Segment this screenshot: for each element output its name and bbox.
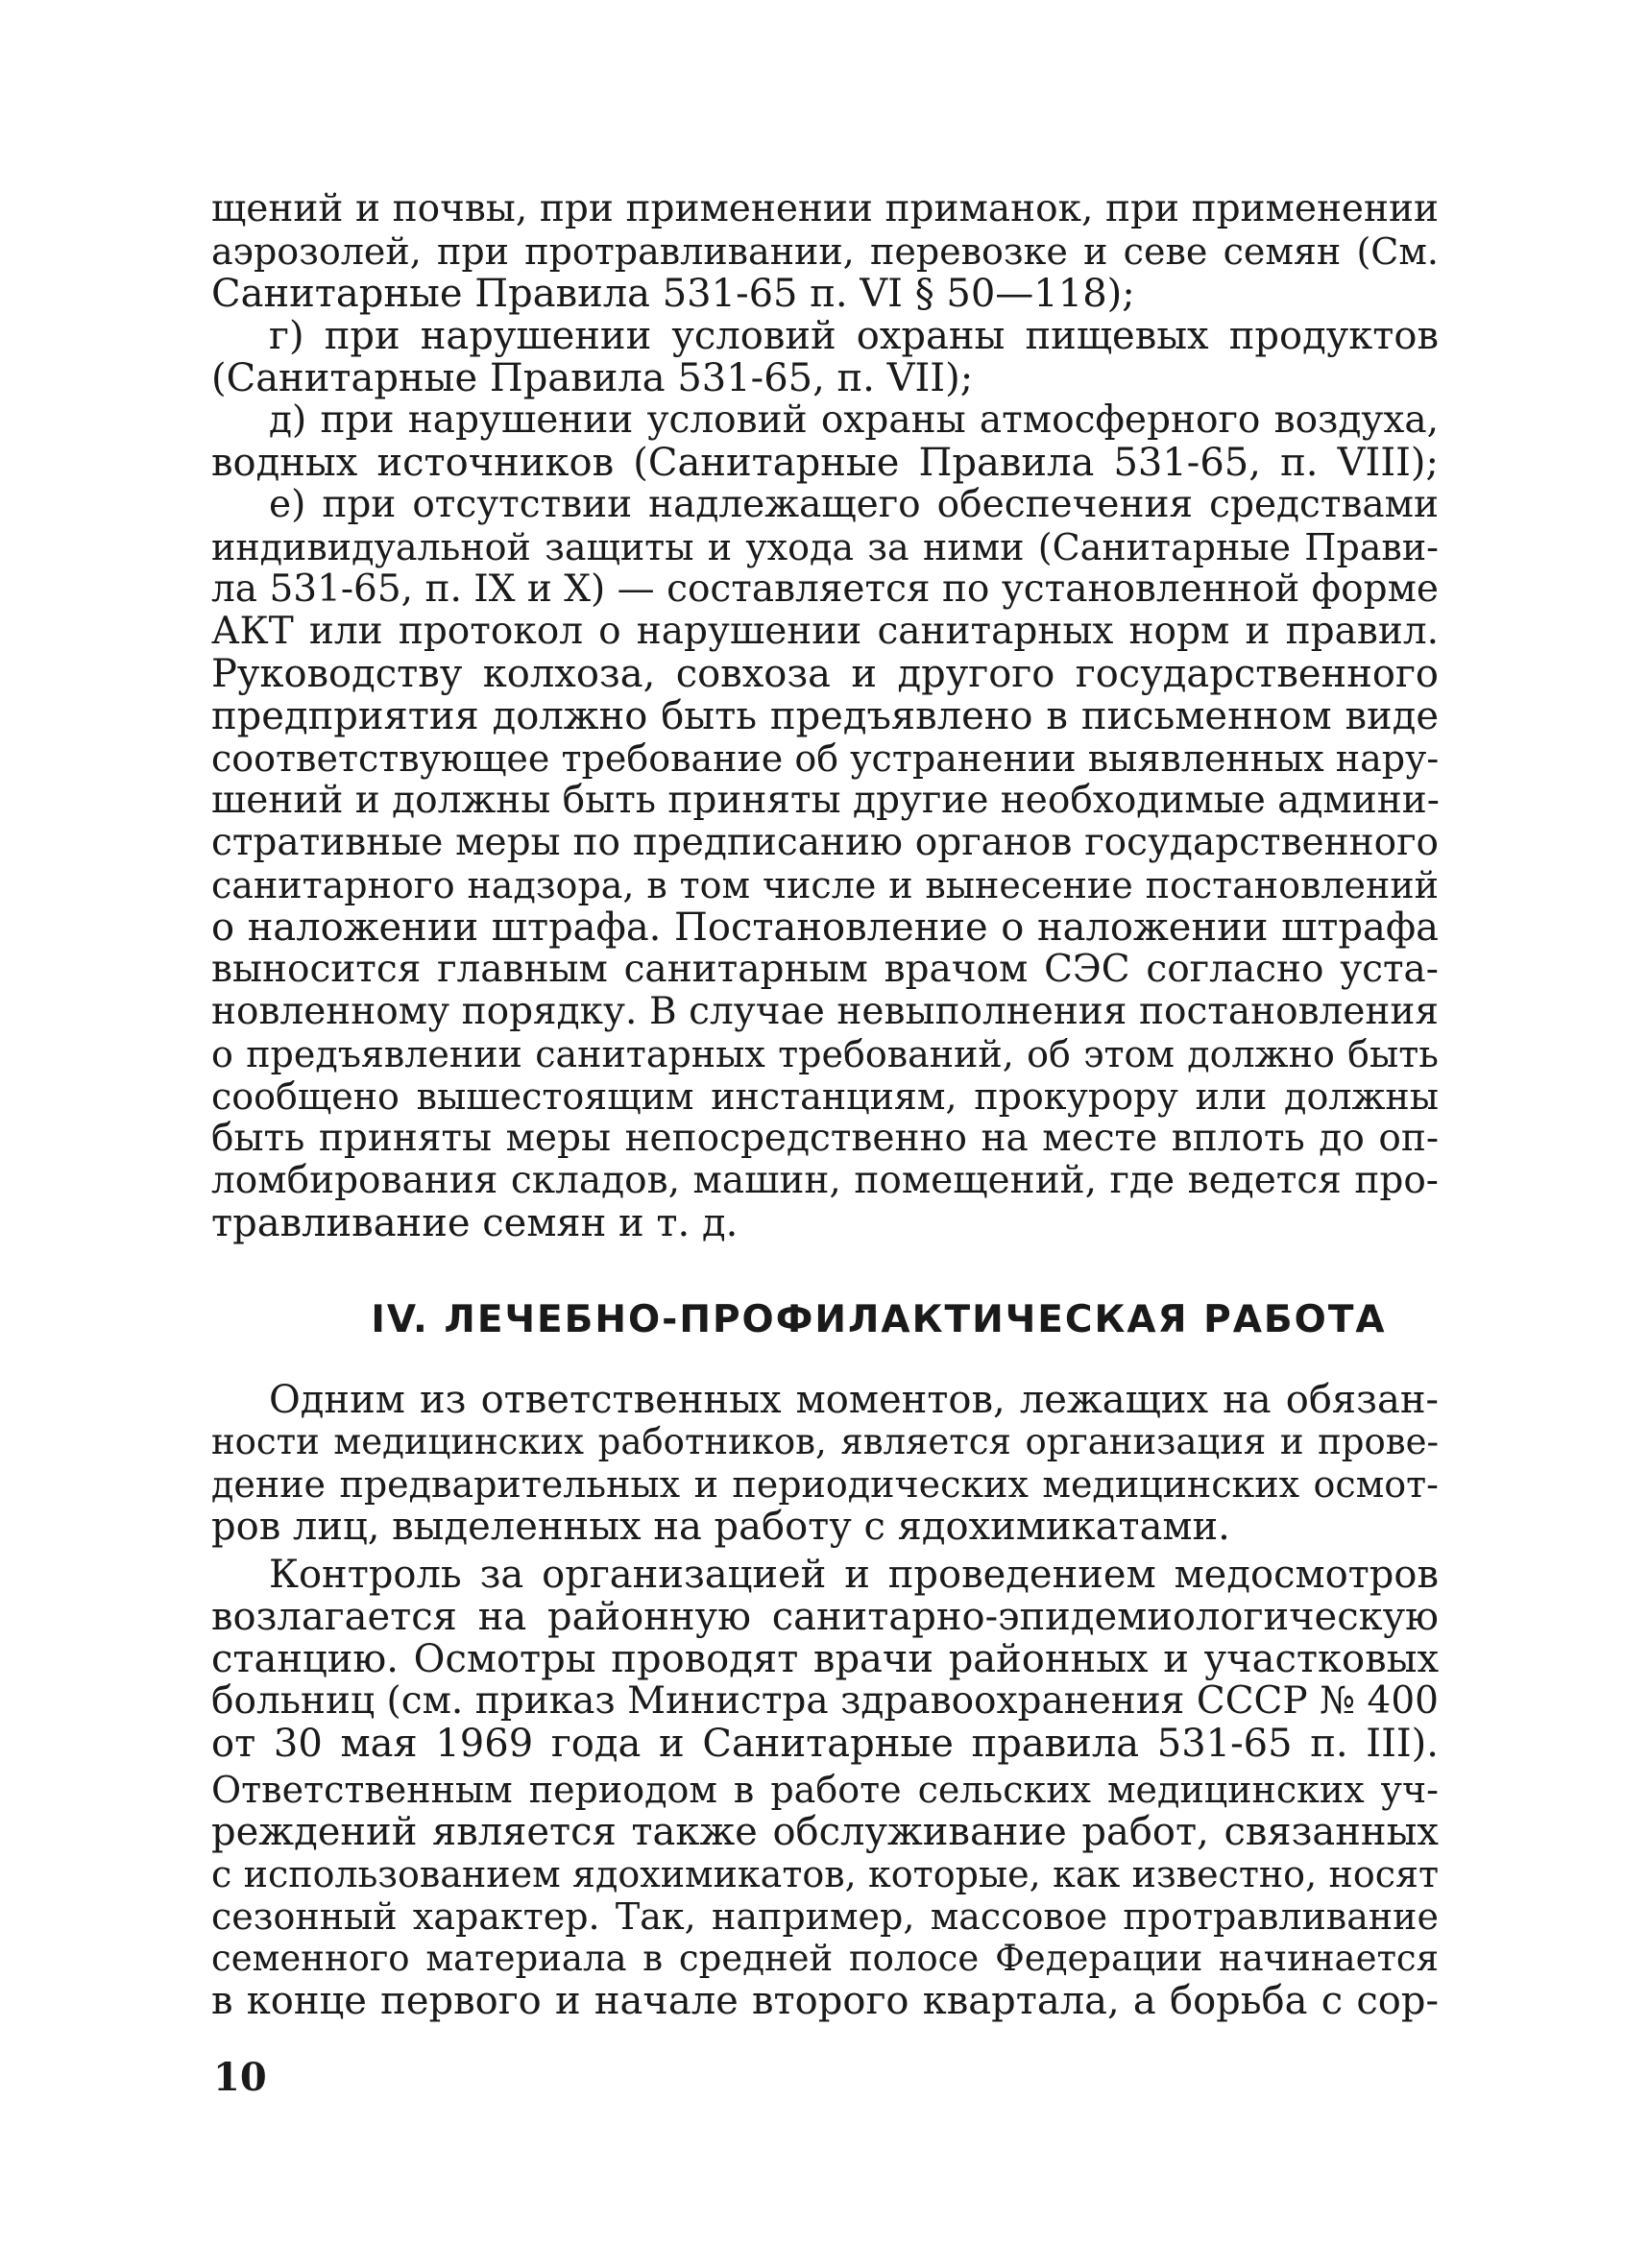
text-line: реждений является также обслуживание работ, связанных — [211, 1810, 1439, 1854]
text-line: водных источников (Санитарные Правила 531-65, п. VIII); — [211, 441, 1439, 485]
text-line: сообщено вышестоящим инстанциям, прокурору или должны — [211, 1075, 1439, 1118]
text-line: е) при отсутствии надлежащего обеспечения средствами — [269, 483, 1439, 526]
text-line: ности медицинских работников, является организация и прове- — [211, 1421, 1439, 1462]
text-line: аэрозолей, при протравливании, перевозке и севе семян (См. — [211, 230, 1439, 273]
text-line: санитарного надзора, в том числе и вынесение постановлений — [211, 864, 1439, 906]
text-line: быть приняты меры непосредственно на месте вплоть до оп- — [211, 1117, 1439, 1160]
text-line: Контроль за организацией и проведением медосмотров — [269, 1553, 1439, 1597]
text-line: выносится главным санитарным врачом СЭС согласно уста- — [211, 948, 1439, 991]
text-line: от 30 мая 1969 года и Санитарные правила 531-65 п. III). — [211, 1722, 1439, 1766]
text-line: предприятия должно быть предъявлено в письменном виде — [211, 694, 1439, 738]
text-line: соответствующее требование об устранении выявленных нару- — [211, 737, 1440, 780]
text-line: шений и должны быть приняты другие необходимые админи- — [211, 779, 1440, 822]
text-line: ров лиц, выделенных на работу с ядохимикатами. — [211, 1505, 1230, 1549]
text-line: Ответственным периодом в работе сельских медицинских уч- — [211, 1769, 1439, 1811]
text-line: новленному порядку. В случае невыполнения постановления — [211, 990, 1439, 1033]
page-number: 10 — [213, 2055, 267, 2100]
text-line: дение предварительных и периодических медицинских осмот- — [211, 1463, 1439, 1506]
section-heading: IV. ЛЕЧЕБНО-ПРОФИЛАКТИЧЕСКАЯ РАБОТА — [371, 1298, 1387, 1341]
text-line: о предъявлении санитарных требований, об этом должно быть — [211, 1033, 1439, 1075]
text-line: больниц (см. приказ Министра здравоохранения СССР № 400 — [211, 1679, 1439, 1723]
text-line: д) при нарушении условий охраны атмосферного воздуха, — [269, 398, 1439, 442]
text-line: г) при нарушении условий охраны пищевых продуктов — [269, 314, 1439, 358]
text-line: стративные меры по предписанию органов государственного — [211, 821, 1439, 864]
text-line: сезонный характер. Так, например, массовое протравливание — [211, 1895, 1439, 1938]
text-line: Одним из ответственных моментов, лежащих на обязан- — [269, 1378, 1439, 1422]
text-line: ломбирования складов, машин, помещений, где ведется про- — [211, 1159, 1439, 1202]
text-line: Руководству колхоза, совхоза и другого государственного — [211, 652, 1439, 696]
text-line: станцию. Осмотры проводят врачи районных и участковых — [211, 1637, 1439, 1681]
text-line: возлагается на районную санитарно-эпидемиологическую — [211, 1595, 1439, 1639]
text-line: с использованием ядохимикатов, которые, как известно, носят — [211, 1853, 1439, 1895]
text-line: о наложении штрафа. Постановление о наложении штрафа — [211, 905, 1439, 950]
text-line: ла 531-65, п. IX и X) — составляется по установленной форме — [211, 567, 1439, 611]
text-line: Санитарные Правила 531-65 п. VI § 50—118); — [211, 272, 1135, 316]
text-line: индивидуальной защиты и ухода за ними (Санитарные Прави- — [211, 526, 1439, 568]
text-line: травливание семян и т. д. — [211, 1201, 739, 1245]
text-line: АКТ или протокол о нарушении санитарных норм и правил. — [211, 610, 1439, 653]
text-line: семенного материала в средней полосе Федерации начинается — [211, 1938, 1439, 1979]
text-line: щений и почвы, при применении приманок, при применении — [211, 187, 1439, 230]
text-line: в конце первого и начале второго квартала, а борьба с сор- — [211, 1979, 1439, 2023]
text-line: (Санитарные Правила 531-65, п. VII); — [211, 356, 974, 400]
